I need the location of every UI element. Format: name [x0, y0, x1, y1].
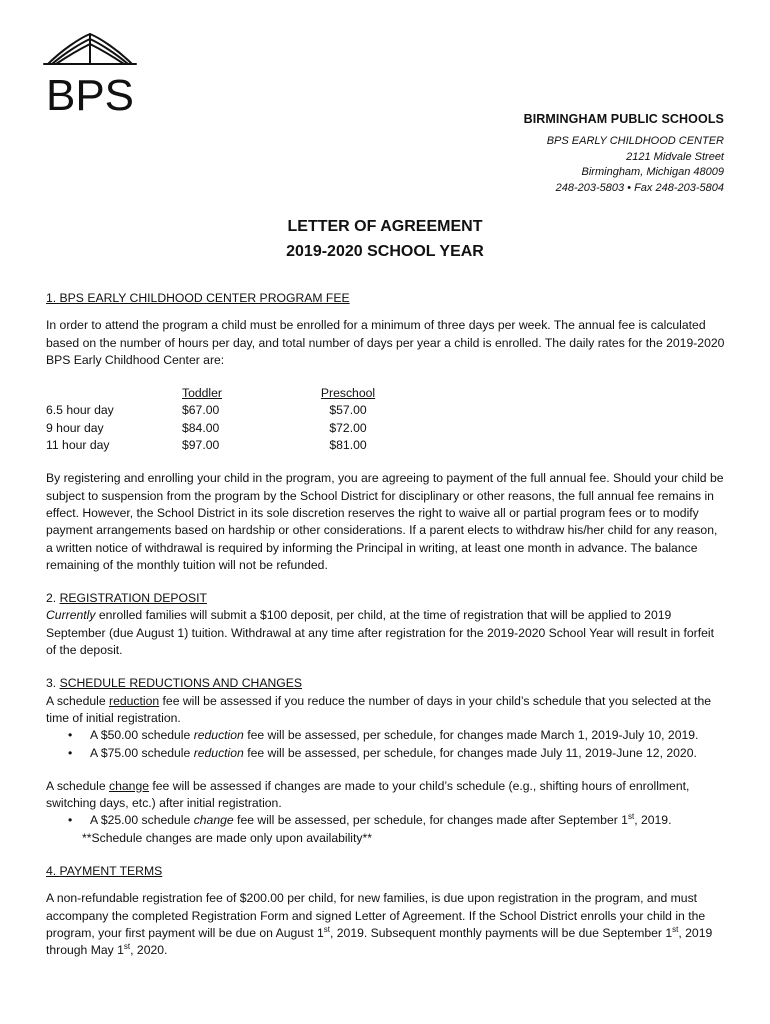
- toddler-rate: $67.00: [182, 403, 220, 418]
- center-name: BPS EARLY CHILDHOOD CENTER: [546, 135, 724, 147]
- preschool-column-header: Preschool: [320, 386, 376, 401]
- rate-label: 9 hour day: [46, 420, 104, 435]
- section-2-heading: [46, 590, 726, 607]
- text-segment: A $25.00 schedule: [90, 813, 194, 828]
- text-segment: A schedule: [46, 693, 110, 708]
- phone-fax: 248-203-5803 • Fax 248-203-5804: [555, 181, 724, 194]
- availability-note: **Schedule changes are made only upon availability**: [82, 830, 372, 845]
- district-name: BIRMINGHAM PUBLIC SCHOOLS: [523, 112, 724, 126]
- logo-lettering: BPS: [45, 71, 135, 116]
- text-segment: fee will be assessed if you reduce the number of days in your child’s schedule that you selected at the time of initial registration.: [46, 693, 712, 725]
- open-book-icon: [40, 24, 140, 116]
- letterhead: [524, 112, 724, 196]
- title-line-2: 2019-2020 SCHOOL YEAR: [286, 243, 484, 260]
- toddler-column-header: Toddler: [182, 386, 222, 401]
- text-segment: A $50.00 schedule: [90, 728, 194, 743]
- section-1-heading: 1. BPS EARLY CHILDHOOD CENTER PROGRAM FEE: [46, 291, 350, 305]
- preschool-rate: $72.00: [329, 420, 367, 435]
- reduction-fee-text: [46, 693, 726, 728]
- section-2-text: [46, 607, 726, 659]
- reduction-term: reduction: [193, 745, 244, 760]
- text-segment: fee will be assessed if changes are made to your child’s schedule (e.g., shifting hours of enrollment, switching days, etc.) after initial registration.: [46, 778, 690, 811]
- letter-body: [46, 290, 726, 960]
- table-row: [46, 420, 378, 437]
- text-segment: fee will be assessed, per schedule, for changes made July 11, 2019-June 12, 2020.: [243, 745, 697, 760]
- text-segment: fee will be assessed, per schedule, for changes made after September 1: [233, 813, 628, 828]
- ordinal-suffix: st: [672, 924, 679, 934]
- preschool-rate: $57.00: [329, 403, 367, 418]
- table-row: [46, 402, 378, 419]
- change-term: change: [193, 813, 234, 828]
- text-segment: , 2020.: [130, 943, 168, 958]
- street-address: 2121 Midvale Street: [626, 150, 724, 163]
- section-1-intro: In order to attend the program a child must be enrolled for a minimum of three days per week. The annual fee is calculated based on the number of hours per day, and total number of days per year a child is enrolled. The daily rates for the 2019-2020 BPS Early Childhood Center are:: [46, 318, 725, 367]
- rate-label: 11 hour day: [46, 438, 110, 453]
- section-4-text: [46, 890, 726, 959]
- text-segment: , 2019.: [634, 813, 672, 828]
- section-1-policy: By registering and enrolling your child in the program, you are agreeing to payment of the full annual fee. Should your child be subject to suspension from the program by the School District for disciplinary or other reasons, the full annual fee remains in effect. However, the School District in its sole discretion reserves the right to waive all or partial program fees or to modify payment arrangements based on hardship or other considerations. If a parent elects to withdraw his/her child for any reason, a written notice of withdrawal is required by informing the Principal in writing, at least one month in advance. The balance remaining of the monthly tuition will not be refunded.: [46, 471, 724, 572]
- reduction-term: reduction: [109, 693, 160, 708]
- table-row: [46, 437, 378, 454]
- text-segment: , 2019. Subsequent monthly payments will be due September 1: [329, 925, 673, 940]
- section-2-lead: Currently: [46, 608, 96, 623]
- section-3-heading: [46, 675, 726, 692]
- text-segment: , 2019 through May 1: [46, 925, 713, 958]
- toddler-rate: $97.00: [182, 438, 220, 453]
- list-item: [46, 727, 726, 744]
- text-segment: A non-refundable registration fee of $200.00 per child, for new families, is due upon registration in the program, and must accompany the completed Registration Form and signed Letter of Agreement. If the School District enrolls your child in the program, your first payment will be due on August 1: [46, 891, 706, 940]
- section-2-number: 2.: [46, 591, 60, 606]
- section-3-number: 3.: [46, 676, 60, 691]
- text-segment: fee will be assessed, per schedule, for changes made March 1, 2019-July 10, 2019.: [243, 728, 699, 743]
- change-fee-list: [46, 812, 726, 829]
- rate-label: 6.5 hour day: [46, 403, 114, 418]
- reduction-fee-list: [46, 727, 726, 762]
- section-2-body: enrolled families will submit a $100 deposit, per child, at the time of registration that will be applied to 2019 September (due August 1) tuition. Withdrawal at any time after registration for the 2019-2020 School Year will result in forfeit of the deposit.: [46, 608, 714, 658]
- daily-rates-table: [46, 385, 378, 454]
- preschool-rate: $81.00: [329, 438, 367, 453]
- reduction-term: reduction: [193, 728, 244, 743]
- city-state-zip: Birmingham, Michigan 48009: [581, 166, 724, 178]
- ordinal-suffix: st: [123, 942, 131, 952]
- ordinal-suffix: st: [323, 924, 330, 934]
- change-term: change: [109, 778, 149, 793]
- section-4-heading: 4. PAYMENT TERMS: [46, 864, 163, 879]
- change-fee-text: [46, 778, 726, 813]
- ordinal-suffix: st: [627, 812, 635, 822]
- list-item: [46, 745, 726, 762]
- document-title: [0, 214, 770, 264]
- list-item: [46, 812, 726, 829]
- toddler-rate: $84.00: [182, 420, 220, 435]
- rates-header-row: [46, 385, 378, 402]
- title-line-1: LETTER OF AGREEMENT: [287, 218, 483, 235]
- bps-logo: [40, 24, 140, 116]
- text-segment: A $75.00 schedule: [90, 745, 194, 760]
- text-segment: A schedule: [46, 778, 110, 793]
- section-2-title: REGISTRATION DEPOSIT: [59, 591, 207, 606]
- section-3-title: SCHEDULE REDUCTIONS AND CHANGES: [59, 676, 302, 691]
